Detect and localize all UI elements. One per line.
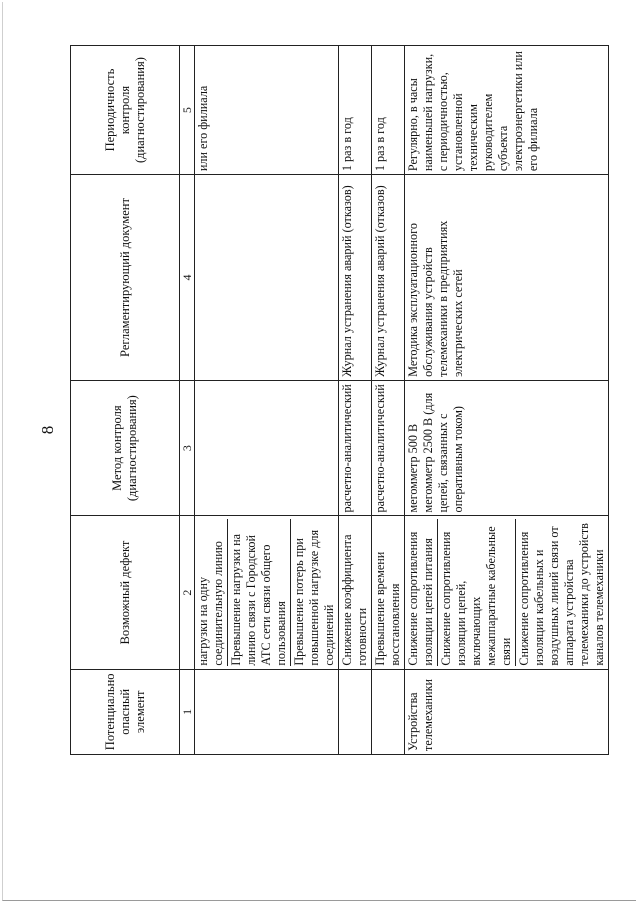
column-number: 4	[180, 175, 195, 381]
table-row	[195, 46, 339, 755]
cell-document: Методика эксплуатационного обслуживания устройств телемеханики в предприятиях электрических сетей	[405, 175, 609, 381]
cell-document	[195, 175, 339, 381]
cell-method: расчетно-аналитический	[339, 380, 372, 516]
defect-item: Снижение сопротивления изоляции кабельных и воздушных линий связи от аппарата устройства телемеханики до устройств каналов телемеханики	[517, 523, 606, 666]
table-row	[372, 46, 405, 755]
defect-item: нагрузки на одну соединительную линию	[195, 520, 228, 666]
defect-item: Снижение коэффициента готовности	[340, 534, 369, 666]
column-number: 3	[180, 380, 195, 516]
column-number-row	[180, 46, 195, 755]
page-number: 8	[38, 425, 57, 435]
defect-item: Снижение сопротивления изоляции цепей питания	[405, 520, 438, 666]
header-defect: Возможный дефект	[71, 516, 180, 669]
cell-period: 1 раз в год	[372, 46, 405, 175]
cell-defects	[405, 516, 609, 669]
defects-table	[70, 45, 609, 755]
cell-element	[372, 669, 405, 754]
cell-method	[195, 380, 339, 516]
cell-period: или его филиала	[195, 46, 339, 175]
table-row	[405, 46, 609, 755]
header-document: Регламентирующий документ	[71, 175, 180, 381]
cell-element	[339, 669, 372, 754]
cell-element: Устройства телемеханики	[405, 669, 609, 754]
cell-defects	[372, 516, 405, 669]
defect-item: Превышение потерь при повышенной нагрузке для соединений	[292, 529, 336, 666]
table-header-row	[71, 46, 180, 755]
column-number: 2	[180, 516, 195, 669]
header-element: Потенциально опасный элемент	[71, 669, 180, 754]
rotated-table-container	[70, 45, 615, 755]
header-period: Периодичность контроля (диагностирования)	[71, 46, 180, 175]
header-method: Метод контроля (диагностирования)	[71, 380, 180, 516]
table-row	[339, 46, 372, 755]
cell-period: 1 раз в год	[339, 46, 372, 175]
cell-defects	[339, 516, 372, 669]
defect-item: Превышение времени восстановления	[373, 551, 402, 666]
column-number: 1	[180, 669, 195, 754]
cell-element	[195, 669, 339, 754]
cell-method: мегомметр 500 В мегомметр 2500 В (для цепей, связанных с оперативным током)	[405, 380, 609, 516]
cell-document: Журнал устранения аварий (отказов)	[372, 175, 405, 381]
cell-method: расчетно-аналитический	[372, 380, 405, 516]
defect-item: Снижение сопротивления изоляции цепей, включающих межаппаратные кабельные связи	[438, 520, 516, 666]
cell-period: Регулярно, в часы наименьшей нагрузки, с периодичностью, установленной техническим руководителем субъекта электроэнергетики или его филиала	[405, 46, 609, 175]
cell-document: Журнал устранения аварий (отказов)	[339, 175, 372, 381]
defect-item: Превышение нагрузки на линию связи с Городской АТС сети связи общего пользования	[228, 520, 291, 666]
cell-defects	[195, 516, 339, 669]
column-number: 5	[180, 46, 195, 175]
